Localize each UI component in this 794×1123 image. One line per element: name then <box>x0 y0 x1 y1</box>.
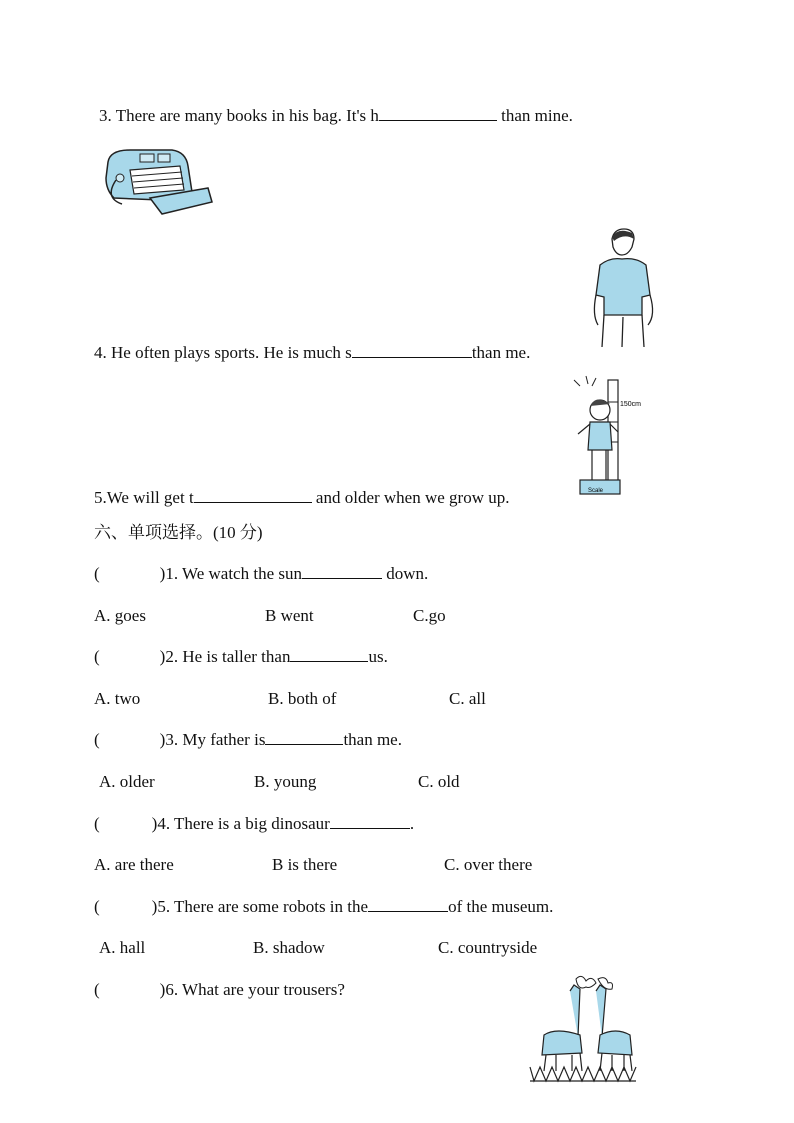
answer-paren-close: ) <box>159 564 166 583</box>
question-3-blank[interactable] <box>265 730 343 745</box>
fill-in-5-blank[interactable] <box>194 488 312 503</box>
answer-slot-3[interactable] <box>100 731 160 745</box>
answer-paren-open: ( <box>94 980 100 999</box>
fill-in-4-after: than me. <box>471 343 531 362</box>
question-4-blank[interactable] <box>330 814 410 829</box>
answer-paren-open: ( <box>94 647 100 666</box>
answer-slot-4[interactable] <box>100 815 152 829</box>
q3-option-a[interactable]: A. older <box>99 772 155 791</box>
q4-option-b[interactable]: B is there <box>272 855 338 874</box>
question-3-after: than me. <box>343 730 402 749</box>
fill-in-5-text: 5.We will get t <box>94 488 194 507</box>
q2-option-b[interactable]: B. both of <box>268 689 337 708</box>
question-1-blank[interactable] <box>302 564 382 579</box>
answer-paren-close: ) <box>159 980 166 999</box>
answer-slot-2[interactable] <box>100 648 160 662</box>
q3-option-b[interactable]: B. young <box>254 772 317 791</box>
q5-option-a[interactable]: A. hall <box>99 938 146 957</box>
q5-option-c[interactable]: C. countryside <box>438 938 538 957</box>
q2-option-c[interactable]: C. all <box>449 689 486 708</box>
answer-paren-open: ( <box>94 814 100 833</box>
question-2 <box>94 647 388 667</box>
question-2-text: 2. He is taller than <box>165 647 291 666</box>
q3-option-c[interactable]: C. old <box>418 772 460 791</box>
question-3-text: 3. My father is <box>165 730 266 749</box>
question-1 <box>94 564 428 584</box>
height-chart-label: 150cm <box>620 401 642 408</box>
q1-option-a[interactable]: A. goes <box>94 606 146 625</box>
answer-slot-5[interactable] <box>100 898 152 912</box>
question-6 <box>94 980 345 1000</box>
section-title: 六、单项选择。(10 分) <box>94 523 263 542</box>
question-4-text: 4. There is a big dinosaur <box>157 814 330 833</box>
fill-in-3-blank[interactable] <box>379 106 497 121</box>
height-measure-illustration <box>566 372 656 502</box>
answer-paren-close: ) <box>151 814 158 833</box>
q1-option-b[interactable]: B went <box>265 606 314 625</box>
question-2-after: us. <box>368 647 388 666</box>
question-5-after: of the museum. <box>448 897 554 916</box>
answer-paren-close: ) <box>159 647 166 666</box>
q5-option-b[interactable]: B. shadow <box>253 938 325 957</box>
question-4 <box>94 814 414 834</box>
scale-label: Scale <box>588 488 604 494</box>
fill-in-4-blank[interactable] <box>352 343 472 358</box>
question-1-after: down. <box>382 564 429 583</box>
q2-option-a[interactable]: A. two <box>94 689 141 708</box>
q4-option-c[interactable]: C. over there <box>444 855 533 874</box>
question-4-after: . <box>409 814 415 833</box>
question-6-text: 6. What are your trousers? <box>165 980 345 999</box>
q1-option-c[interactable]: C.go <box>413 606 446 625</box>
question-5-blank[interactable] <box>368 897 448 912</box>
answer-paren-close: ) <box>159 730 166 749</box>
giraffes-illustration <box>526 975 642 1087</box>
q4-option-a[interactable]: A. are there <box>94 855 174 874</box>
question-5-text: 5. There are some robots in the <box>157 897 369 916</box>
schoolbag-illustration <box>100 140 215 220</box>
fill-in-4-text: 4. He often plays sports. He is much s <box>94 343 352 362</box>
fill-in-3-text: 3. There are many books in his bag. It's h <box>99 106 379 125</box>
answer-slot-6[interactable] <box>100 981 160 995</box>
strong-man-illustration <box>588 225 658 350</box>
fill-in-5-after: and older when we grow up. <box>311 488 510 507</box>
answer-slot-1[interactable] <box>100 565 160 579</box>
answer-paren-open: ( <box>94 730 100 749</box>
question-5 <box>94 897 553 917</box>
fill-in-3-after: than mine. <box>496 106 573 125</box>
question-3 <box>94 730 402 750</box>
question-2-blank[interactable] <box>290 647 368 662</box>
answer-paren-open: ( <box>94 564 100 583</box>
answer-paren-close: ) <box>151 897 158 916</box>
answer-paren-open: ( <box>94 897 100 916</box>
question-1-text: 1. We watch the sun <box>165 564 302 583</box>
fill-in-3 <box>99 106 573 126</box>
fill-in-4 <box>94 343 530 363</box>
fill-in-5 <box>94 488 509 508</box>
